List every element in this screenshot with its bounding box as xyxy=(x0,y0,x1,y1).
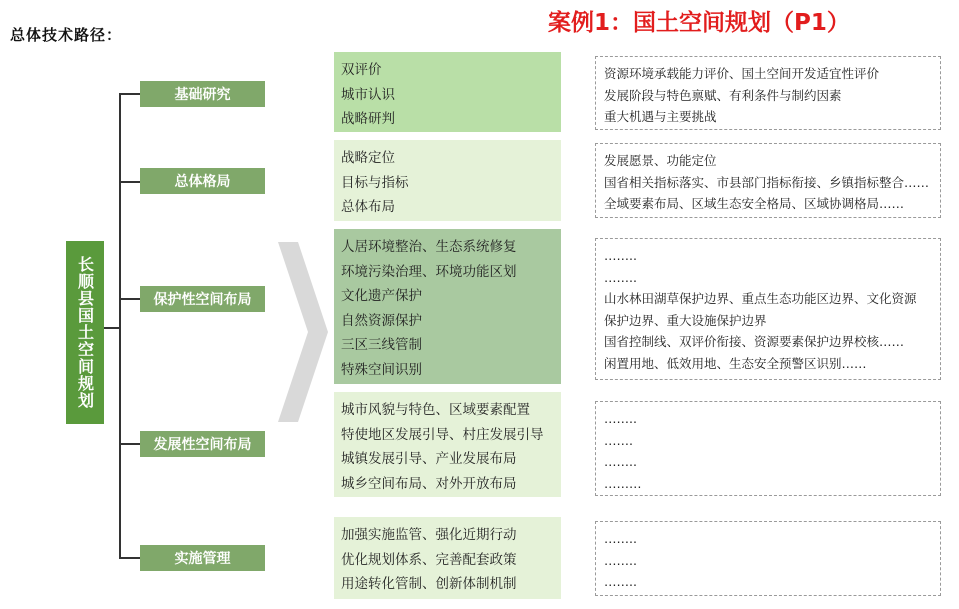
group-protective-layout xyxy=(334,229,561,384)
category-implementation: 实施管理 xyxy=(140,545,265,571)
detail-line: …….. xyxy=(604,248,637,263)
detail-line: 发展愿景、功能定位 xyxy=(604,153,717,168)
detail-line: ……. xyxy=(604,432,633,448)
detail-line: …….. xyxy=(604,531,637,546)
connector-branch-2 xyxy=(119,181,140,183)
group-overall-pattern xyxy=(334,140,561,221)
detail-line: …….. xyxy=(604,454,637,469)
detail-line: ……… xyxy=(604,475,642,491)
detail-development-layout xyxy=(595,401,941,496)
detail-line: 国省控制线、双评价衔接、资源要素保护边界校核…… xyxy=(604,334,905,349)
chevron-right-icon xyxy=(278,242,328,422)
group-implementation xyxy=(334,517,561,599)
group-item: 城市风貌与特色、区域要素配置 xyxy=(341,402,530,418)
group-basic-research xyxy=(334,52,561,132)
group-development-layout xyxy=(334,392,561,497)
detail-implementation xyxy=(595,521,941,596)
diagram-subtitle: 总体技术路径： xyxy=(10,26,123,44)
group-item: 特使地区发展引导、村庄发展引导 xyxy=(341,426,544,443)
group-item: 城镇发展引导、产业发展布局 xyxy=(341,451,517,467)
category-overall-pattern: 总体格局 xyxy=(140,168,265,194)
detail-line: …….. xyxy=(604,411,637,426)
detail-protective-layout xyxy=(595,238,941,380)
detail-line: 重大机遇与主要挑战 xyxy=(604,109,717,124)
detail-line: …….. xyxy=(604,269,637,285)
detail-line: 山水林田湖草保护边界、重点生态功能区边界、文化资源 xyxy=(604,291,917,306)
group-item: 特殊空间识别 xyxy=(341,361,422,378)
group-item: 三区三线管制 xyxy=(341,337,422,353)
group-item: 用途转化管制、创新体制机制 xyxy=(341,576,517,592)
group-item: 自然资源保护 xyxy=(341,312,422,329)
detail-line: 国省相关指标落实、市县部门指标衔接、乡镇指标整合…… xyxy=(604,174,930,190)
detail-basic-research xyxy=(595,56,941,130)
connector-root-horizontal xyxy=(104,327,120,329)
root-node: 长顺县国土空间规划 xyxy=(66,241,104,424)
group-item: 城乡空间布局、对外开放布局 xyxy=(341,475,517,492)
detail-line: 保护边界、重大设施保护边界 xyxy=(604,312,767,328)
group-item: 加强实施监管、强化近期行动 xyxy=(341,527,517,543)
group-item: 环境污染治理、环境功能区划 xyxy=(341,263,517,280)
case-title: 案例1：国土空间规划（P1） xyxy=(548,10,850,36)
group-item: 优化规划体系、完善配套政策 xyxy=(341,551,517,568)
connector-branch-4 xyxy=(119,443,140,445)
group-item: 文化遗产保护 xyxy=(341,288,422,304)
group-item: 人居环境整治、生态系统修复 xyxy=(341,239,517,255)
group-item: 城市认识 xyxy=(341,86,395,103)
detail-overall-pattern xyxy=(595,143,941,218)
detail-line: 全域要素布局、区域生态安全格局、区域协调格局…… xyxy=(604,196,905,211)
group-item: 战略研判 xyxy=(341,111,395,127)
category-basic-research: 基础研究 xyxy=(140,81,265,107)
category-protective-layout: 保护性空间布局 xyxy=(140,286,265,312)
category-development-layout: 发展性空间布局 xyxy=(140,431,265,457)
group-item: 双评价 xyxy=(341,62,382,78)
detail-line: …….. xyxy=(604,574,637,589)
connector-branch-1 xyxy=(119,93,140,95)
detail-line: 资源环境承载能力评价、国土空间开发适宜性评价 xyxy=(604,66,880,81)
group-item: 目标与指标 xyxy=(341,174,409,191)
connector-trunk xyxy=(119,93,121,558)
detail-line: 闲置用地、低效用地、生态安全预警区识别…… xyxy=(604,355,867,371)
detail-line: 发展阶段与特色禀赋、有利条件与制约因素 xyxy=(604,87,842,103)
detail-line: …….. xyxy=(604,552,637,568)
group-item: 战略定位 xyxy=(341,150,395,166)
connector-branch-3 xyxy=(119,298,140,300)
connector-branch-5 xyxy=(119,557,140,559)
group-item: 总体布局 xyxy=(341,199,395,215)
